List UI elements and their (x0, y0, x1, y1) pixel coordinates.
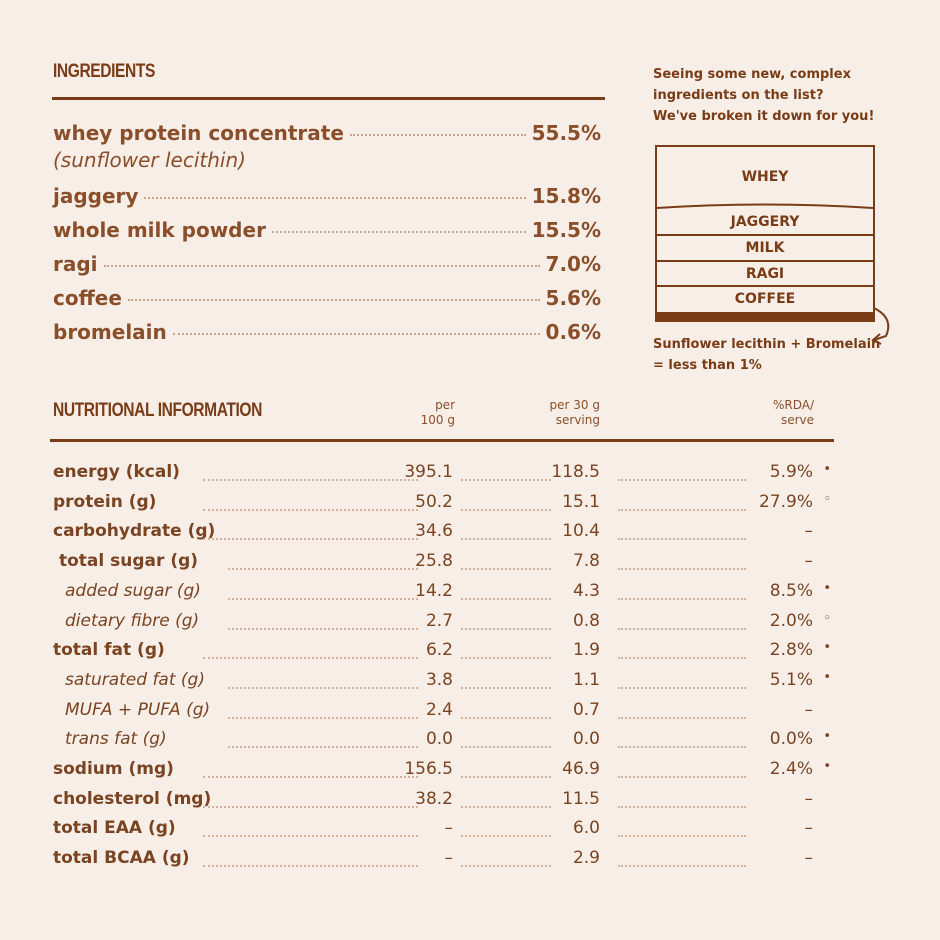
leader-dots (618, 776, 746, 778)
nutrition-title: NUTRITIONAL INFORMATION (53, 400, 262, 421)
footnote-line: Sunflower lecithin + Bromelain (653, 337, 881, 352)
leader-dots (203, 776, 418, 778)
ingredient-value: 55.5% (531, 121, 601, 145)
leader-dots (203, 479, 418, 481)
ingredient-value: 15.8% (531, 184, 601, 208)
value-per30g: 2.9 (572, 848, 600, 869)
leader-dots (618, 598, 746, 600)
nutrition-row (53, 789, 833, 815)
ingredient-name: whey protein concentrate (53, 121, 344, 145)
ingredient-row (53, 121, 601, 145)
nutrition-row (53, 759, 833, 785)
leader-dots (618, 479, 746, 481)
value-per30g: 0.7 (572, 699, 600, 720)
value-per100g: 14.2 (415, 580, 453, 601)
rda-marker-icon: • (823, 759, 831, 774)
ingredients-title: INGREDIENTS (53, 61, 155, 82)
rda-marker-icon: • (823, 640, 831, 656)
leader-dots (203, 806, 418, 808)
nutrient-label: total BCAA (g) (53, 848, 190, 869)
col-line: serve (780, 413, 814, 427)
value-per30g: 11.5 (562, 788, 600, 809)
leader-dots (228, 687, 418, 689)
value-per100g: 2.7 (425, 610, 453, 631)
value-per30g: 1.9 (572, 640, 600, 661)
leader-dots (618, 538, 746, 540)
value-rda: 5.1% (769, 669, 813, 690)
value-rda: – (804, 848, 813, 869)
ingredient-row (53, 252, 601, 276)
layer-milk: MILK (657, 236, 873, 262)
leader-dots (461, 479, 551, 481)
value-per30g: 118.5 (551, 462, 600, 482)
footnote-line: = less than 1% (653, 358, 762, 373)
leader-dots (228, 746, 418, 748)
note-line: We've broken it down for you! (653, 109, 875, 124)
nutrient-label: trans fat (g) (65, 729, 167, 750)
nutrition-row (53, 700, 833, 726)
leader-dots (350, 134, 526, 136)
column-header-per100 (421, 398, 455, 428)
column-header-rda (773, 398, 814, 428)
value-per30g: 1.1 (572, 669, 600, 690)
ingredient-row (53, 286, 601, 310)
value-rda: – (804, 788, 813, 809)
leader-dots (461, 776, 551, 778)
nutrition-row (53, 729, 833, 755)
nutrient-label: added sugar (g) (65, 580, 201, 601)
nutrient-label: protein (g) (53, 491, 157, 512)
column-header-per30 (550, 398, 600, 428)
nutrient-label: dietary fibre (g) (65, 610, 200, 631)
value-rda: 0.0% (769, 729, 813, 750)
value-per30g: 7.8 (572, 551, 600, 572)
leader-dots (203, 509, 418, 511)
ingredients-rule (52, 97, 605, 100)
value-per100g: 38.2 (415, 788, 453, 809)
leader-dots (618, 568, 746, 570)
rda-marker-icon: • (823, 580, 831, 596)
leader-dots (461, 687, 551, 689)
leader-dots (618, 806, 746, 808)
value-rda: 27.9% (758, 491, 813, 512)
ingredient-name: ragi (53, 252, 98, 276)
nutrition-row (53, 848, 833, 874)
leader-dots (618, 746, 746, 748)
value-per100g: 2.4 (425, 699, 453, 720)
leader-dots (228, 598, 418, 600)
nutrient-label: total sugar (g) (59, 551, 199, 572)
nutrient-label: cholesterol (mg) (53, 788, 212, 809)
nutrient-label: saturated fat (g) (65, 669, 205, 690)
ingredient-value: 0.6% (545, 320, 601, 344)
value-rda: – (804, 699, 813, 720)
leader-dots (272, 231, 526, 233)
nutrition-row (53, 611, 833, 637)
nutrient-label: total fat (g) (53, 640, 165, 661)
leader-dots (461, 538, 551, 540)
ingredient-name: bromelain (53, 320, 167, 344)
ingredient-value: 7.0% (545, 252, 601, 276)
leader-dots (618, 657, 746, 659)
leader-dots (618, 835, 746, 837)
note-line: ingredients on the list? (653, 88, 824, 103)
value-per30g: 46.9 (562, 759, 600, 779)
nutrient-label: carbohydrate (g) (53, 521, 216, 542)
value-per100g: 156.5 (404, 759, 453, 779)
value-rda: – (804, 551, 813, 572)
value-per100g: 50.2 (415, 491, 453, 512)
rda-marker-icon: • (823, 729, 831, 745)
value-per100g: 395.1 (404, 462, 453, 482)
leader-dots (461, 717, 551, 719)
value-rda: 5.9% (769, 462, 813, 482)
nutrition-row (53, 640, 833, 666)
leader-dots (461, 568, 551, 570)
ingredient-row (53, 184, 601, 208)
value-per30g: 0.8 (572, 610, 600, 631)
leader-dots (461, 657, 551, 659)
leader-dots (228, 717, 418, 719)
nutrient-label: MUFA + PUFA (g) (65, 699, 211, 720)
nutrition-row (53, 492, 833, 518)
value-rda: 2.0% (769, 610, 813, 631)
leader-dots (618, 865, 746, 867)
value-rda: 8.5% (769, 580, 813, 601)
nutrient-label: sodium (mg) (53, 759, 174, 779)
ingredient-name: coffee (53, 286, 122, 310)
ingredient-name: whole milk powder (53, 218, 266, 242)
value-rda: – (804, 818, 813, 839)
leader-dots (461, 598, 551, 600)
col-line: per (435, 398, 455, 412)
value-per100g: 34.6 (415, 521, 453, 542)
leader-dots (461, 835, 551, 837)
layer-ragi: RAGI (657, 262, 873, 287)
value-per100g: 6.2 (425, 640, 453, 661)
ingredient-value: 15.5% (531, 218, 601, 242)
leader-dots (461, 509, 551, 511)
rda-marker-icon: • (823, 462, 831, 477)
leader-dots (228, 628, 418, 630)
stack-base (655, 312, 875, 322)
leader-dots (461, 628, 551, 630)
value-per100g: – (444, 818, 453, 839)
nutrition-row (53, 462, 833, 488)
leader-dots (618, 628, 746, 630)
rda-marker-icon: ◦ (823, 491, 831, 507)
col-line: 100 g (420, 413, 455, 427)
value-per30g: 0.0 (572, 729, 600, 750)
ingredient-stack-diagram (655, 145, 875, 322)
nutrition-row (53, 670, 833, 696)
leader-dots (461, 806, 551, 808)
nutrition-row (53, 581, 833, 607)
ingredient-row (53, 218, 601, 242)
leader-dots (203, 538, 418, 540)
breakdown-footnote (653, 334, 880, 376)
leader-dots (461, 865, 551, 867)
rda-marker-icon: • (823, 669, 831, 685)
leader-dots (228, 568, 418, 570)
leader-dots (618, 687, 746, 689)
leader-dots (618, 717, 746, 719)
breakdown-note (653, 64, 893, 127)
value-rda: 2.8% (769, 640, 813, 661)
value-per100g: 25.8 (415, 551, 453, 572)
value-per30g: 6.0 (572, 818, 600, 839)
nutrient-label: total EAA (g) (53, 818, 176, 839)
value-rda: – (804, 521, 813, 542)
ingredient-name: jaggery (53, 184, 139, 208)
leader-dots (104, 265, 540, 267)
leader-dots (128, 299, 540, 301)
leader-dots (618, 509, 746, 511)
nutrition-rule (50, 439, 834, 442)
nutrition-row (53, 818, 833, 844)
value-rda: 2.4% (769, 759, 813, 779)
value-per30g: 4.3 (572, 580, 600, 601)
layer-whey: WHEY (741, 169, 789, 185)
col-line: per 30 g (549, 398, 600, 412)
value-per30g: 15.1 (562, 491, 600, 512)
rda-marker-icon: ◦ (823, 610, 831, 626)
leader-dots (144, 197, 525, 199)
ingredient-row (53, 320, 601, 344)
value-per100g: 3.8 (425, 669, 453, 690)
ingredient-subnote: (sunflower lecithin) (53, 148, 246, 172)
value-per30g: 10.4 (562, 521, 600, 542)
leader-dots (173, 333, 540, 335)
nutrition-row (53, 521, 833, 547)
leader-dots (461, 746, 551, 748)
col-line: %RDA/ (772, 398, 814, 412)
leader-dots (203, 865, 418, 867)
layer-coffee: COFFEE (734, 291, 796, 307)
note-line: Seeing some new, complex (653, 67, 851, 82)
leader-dots (203, 835, 418, 837)
ingredient-value: 5.6% (545, 286, 601, 310)
nutrition-row (53, 551, 833, 577)
value-per100g: 0.0 (425, 729, 453, 750)
nutrient-label: energy (kcal) (53, 462, 180, 482)
layer-jaggery: JAGGERY (657, 209, 873, 236)
value-per100g: – (444, 848, 453, 869)
leader-dots (203, 657, 418, 659)
col-line: serving (555, 413, 600, 427)
